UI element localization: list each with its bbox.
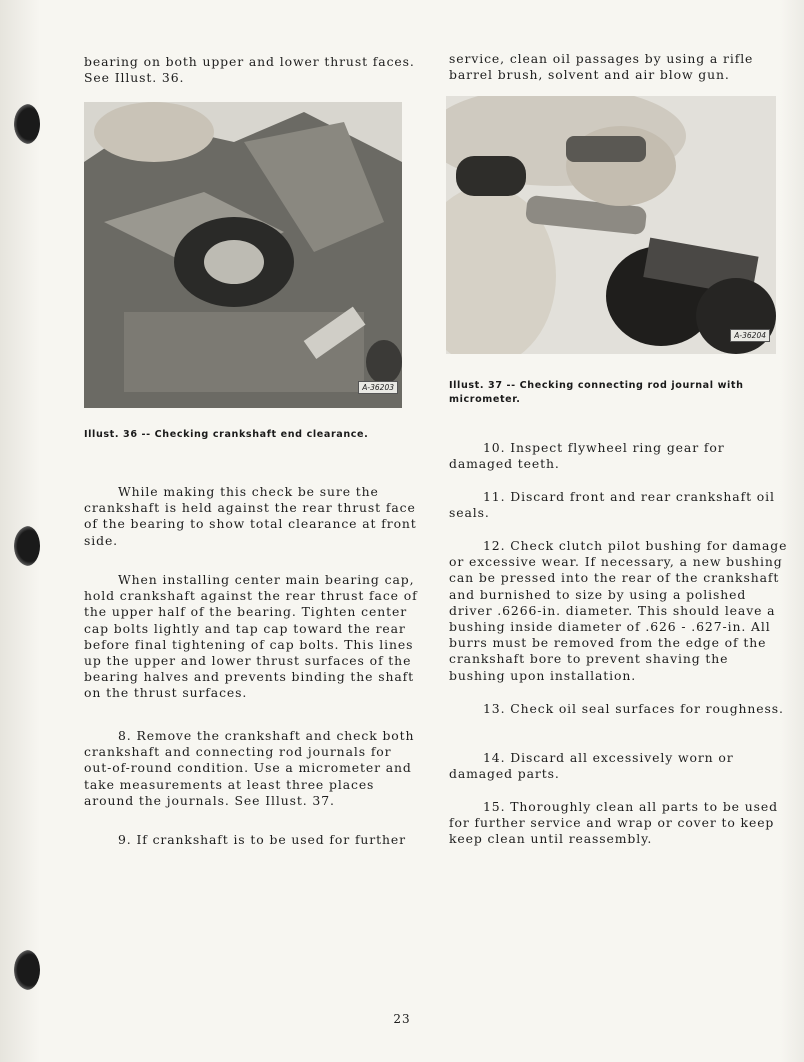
punch-hole-top [14,104,40,144]
photo-tag-36: A-36203 [358,381,398,394]
right-para-15-block [449,799,789,848]
photo-tag-37: A-36204 [730,329,770,342]
punch-hole-bottom [14,950,40,990]
step-11: 11. Discard front and rear crankshaft oil seals. [449,489,775,521]
left-para-1: While making this check be sure the crankshaft is held against the rear thrust face of the bearing to show total clearance at front side. [84,484,417,548]
step-12: 12. Check clutch pilot bushing for damage or excessive wear. If necessary, a new bushing can be pressed into the rear of the crankshaft and burnished to size by using a polished driver .6266-in. diameter. This should leave a bushing inside diameter of .626 - .627-in. All burrs must be removed from the edge of the crankshaft bore to prevent shaving the bushing upon installation. [449,538,788,683]
illustration-37-photo [446,96,776,354]
right-para-11-block [449,489,789,521]
left-intro: bearing on both upper and lower thrust faces. See Illust. 36. [84,54,415,86]
step-8: 8. Remove the crankshaft and check both crankshaft and connecting rod journals for out-of-round condition. Use a micrometer and take measurements at least three places around the journals. See Illust. 37. [84,728,415,808]
step-9: 9. If crankshaft is to be used for further [118,832,406,847]
left-para-9-block [84,832,424,848]
left-para-2-block [84,572,424,702]
left-para-1-block [84,484,424,549]
page-number: 23 [393,1012,411,1026]
right-para-12-block [449,538,789,684]
step-13: 13. Check oil seal surfaces for roughness. [483,701,784,716]
right-para-10-block [449,440,789,472]
right-para-13-block [449,701,789,717]
right-para-14-block [449,750,789,782]
left-para-8-block [84,728,424,809]
illustration-36-photo [84,102,402,408]
step-15: 15. Thoroughly clean all parts to be used for further service and wrap or cover to keep keep clean until reassembly. [449,799,778,847]
left-para-2: When installing center main bearing cap, hold crankshaft against the rear thrust face of the upper half of the bearing. Tighten center cap bolts lightly and tap cap toward the rear before final tightening of cap bolts. This lines up the upper and lower thrust surfaces of the bearing halves and prevents binding the shaft on the thrust surfaces. [84,572,418,701]
step-14: 14. Discard all excessively worn or damaged parts. [449,750,734,782]
right-intro: service, clean oil passages by using a rifle barrel brush, solvent and air blow gun. [449,51,754,83]
right-intro-text [449,51,789,83]
left-intro-text [84,54,424,86]
step-10: 10. Inspect flywheel ring gear for damaged teeth. [449,440,725,472]
punch-hole-middle [14,526,40,566]
caption-illust-36: Illust. 36 -- Checking crankshaft end clearance. [84,429,369,440]
caption-illust-37: Illust. 37 -- Checking connecting rod journal with micrometer. [449,380,744,405]
